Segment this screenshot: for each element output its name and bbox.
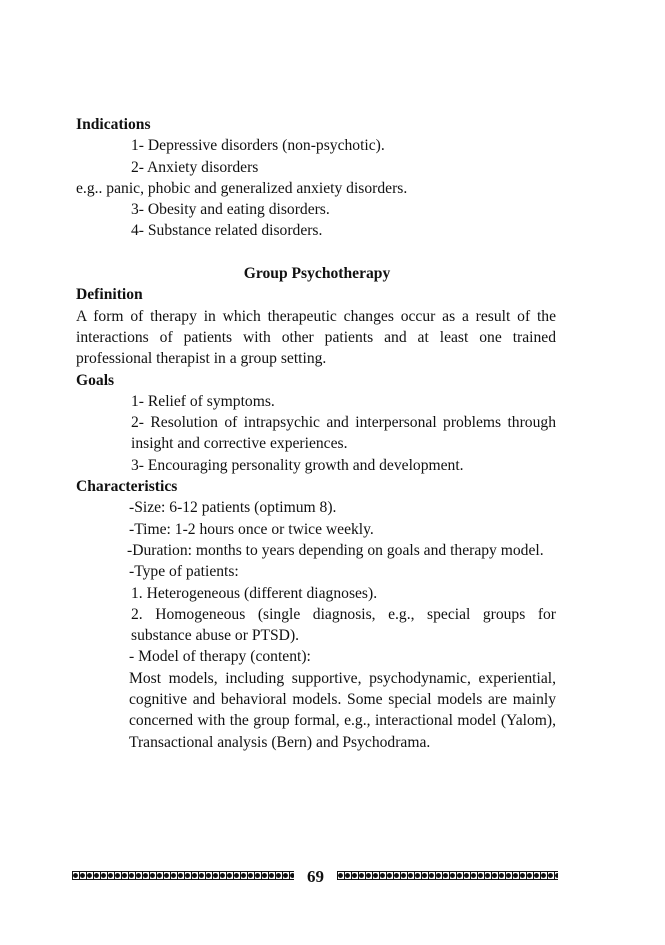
indication-example: e.g.. panic, phobic and generalized anxiety disorders.: [76, 179, 408, 197]
model-text: Most models, including supportive, psychodynamic, experiential, cognitive and behavioral models. Some special models are mainly concerned with the group formal, e.g., interactional model (Yalom), Transactional analysis (Bern) and Psychodrama.: [129, 669, 556, 751]
goal-item: 1- Relief of symptoms.: [131, 392, 275, 410]
patient-type-item: 1. Heterogeneous (different diagnoses).: [131, 584, 378, 602]
page-content: [76, 114, 556, 753]
definition-text: A form of therapy in which therapeutic changes occur as a result of the interactions of patients with other patients and at least one trained professional therapist in a group setting.: [76, 307, 556, 368]
indication-item: 1- Depressive disorders (non-psychotic).: [131, 137, 385, 155]
model-heading: - Model of therapy (content):: [129, 648, 311, 666]
indication-item: 3- Obesity and eating disorders.: [131, 201, 330, 219]
decorative-border-right: [337, 871, 558, 880]
goal-item: 2- Resolution of intrapsychic and interpersonal problems through insight and corrective experiences.: [131, 414, 556, 453]
indications-heading: Indications: [76, 116, 151, 133]
decorative-border-left: [72, 871, 294, 880]
section-title: Group Psychotherapy: [243, 265, 391, 283]
patient-type-item: 2. Homogeneous (single diagnosis, e.g., special groups for substance abuse or PTSD).: [131, 605, 556, 645]
patient-type-heading: -Type of patients:: [129, 563, 239, 581]
characteristics-heading: Characteristics: [76, 478, 178, 496]
characteristic-duration: -Duration: months to years depending on goals and therapy model.: [127, 541, 544, 559]
characteristic-time: -Time: 1-2 hours once or twice weekly.: [129, 520, 374, 538]
indication-item: 4- Substance related disorders.: [131, 222, 323, 240]
page-number: 69: [307, 867, 324, 886]
indication-item: 2- Anxiety disorders: [131, 158, 259, 176]
spacer: [76, 242, 556, 263]
definition-heading: Definition: [76, 286, 143, 304]
goal-item: 3- Encouraging personality growth and development.: [131, 456, 464, 474]
characteristic-size: -Size: 6-12 patients (optimum 8).: [129, 499, 337, 517]
page-footer: [72, 866, 558, 888]
goals-heading: Goals: [76, 371, 115, 389]
